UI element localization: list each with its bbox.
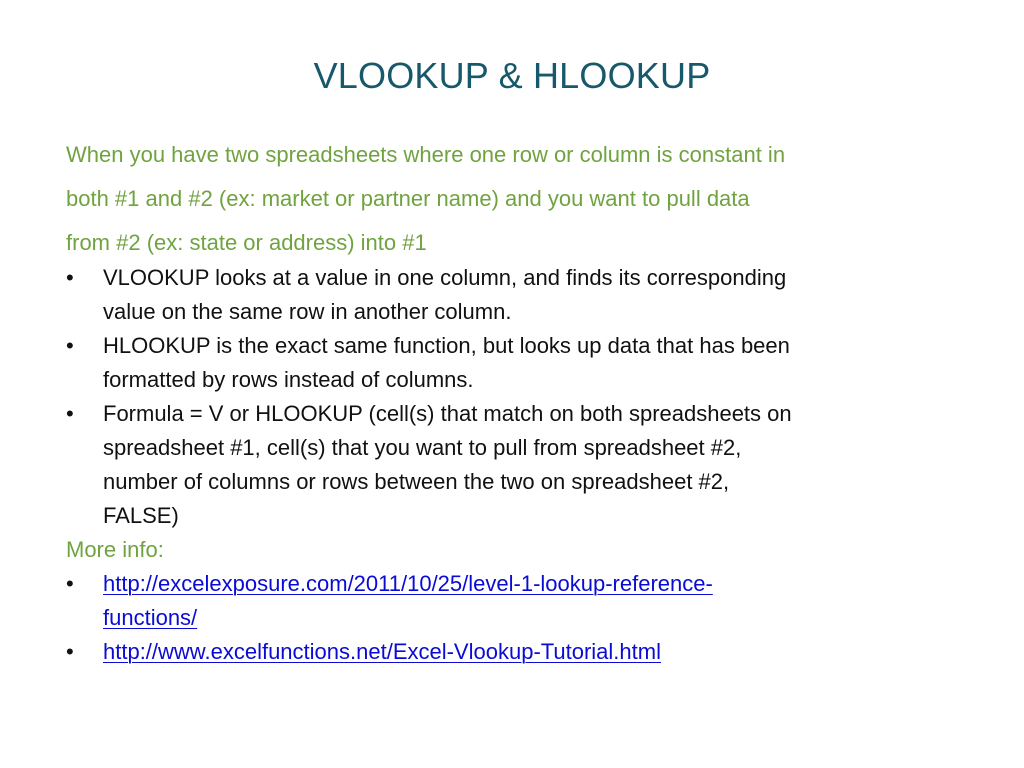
bullet-line: number of columns or rows between the two on spreadsheet #2, [103,469,730,494]
bullet-item-formula [66,397,946,533]
intro-line: When you have two spreadsheets where one row or column is constant in [66,142,786,167]
bullet-line: VLOOKUP looks at a value in one column, and finds its corresponding [103,265,787,290]
slide-title: VLOOKUP & HLOOKUP [313,55,711,96]
intro-text [66,133,946,265]
bullet-line: Formula = V or HLOOKUP (cell(s) that match on both spreadsheets on [103,401,792,426]
bullet-line: HLOOKUP is the exact same function, but looks up data that has been [103,333,790,358]
excelexposure-link-line-1[interactable]: http://excelexposure.com/2011/10/25/level-1-lookup-reference- [103,571,713,596]
intro-line: both #1 and #2 (ex: market or partner name) and you want to pull data [66,186,750,211]
bullet-icon: • [66,571,74,596]
bullet-icon: • [66,333,74,358]
link-item-excelexposure [66,567,946,635]
bullet-icon: • [66,401,74,426]
bullet-icon: • [66,265,74,290]
bullet-line: spreadsheet #1, cell(s) that you want to pull from spreadsheet #2, [103,435,742,460]
bullet-line: formatted by rows instead of columns. [103,367,474,392]
excelexposure-link-line-2[interactable]: functions/ [103,605,198,630]
more-info-label: More info: [66,537,164,562]
bullet-icon: • [66,639,74,664]
bullet-line: value on the same row in another column. [103,299,512,324]
bullet-item-vlookup [66,261,946,329]
bullet-list [66,261,946,669]
bullet-item-hlookup [66,329,946,397]
bullet-line: FALSE) [103,503,179,528]
excelfunctions-link[interactable]: http://www.excelfunctions.net/Excel-Vlookup-Tutorial.html [103,639,661,664]
link-item-excelfunctions [66,635,946,669]
intro-line: from #2 (ex: state or address) into #1 [66,230,427,255]
